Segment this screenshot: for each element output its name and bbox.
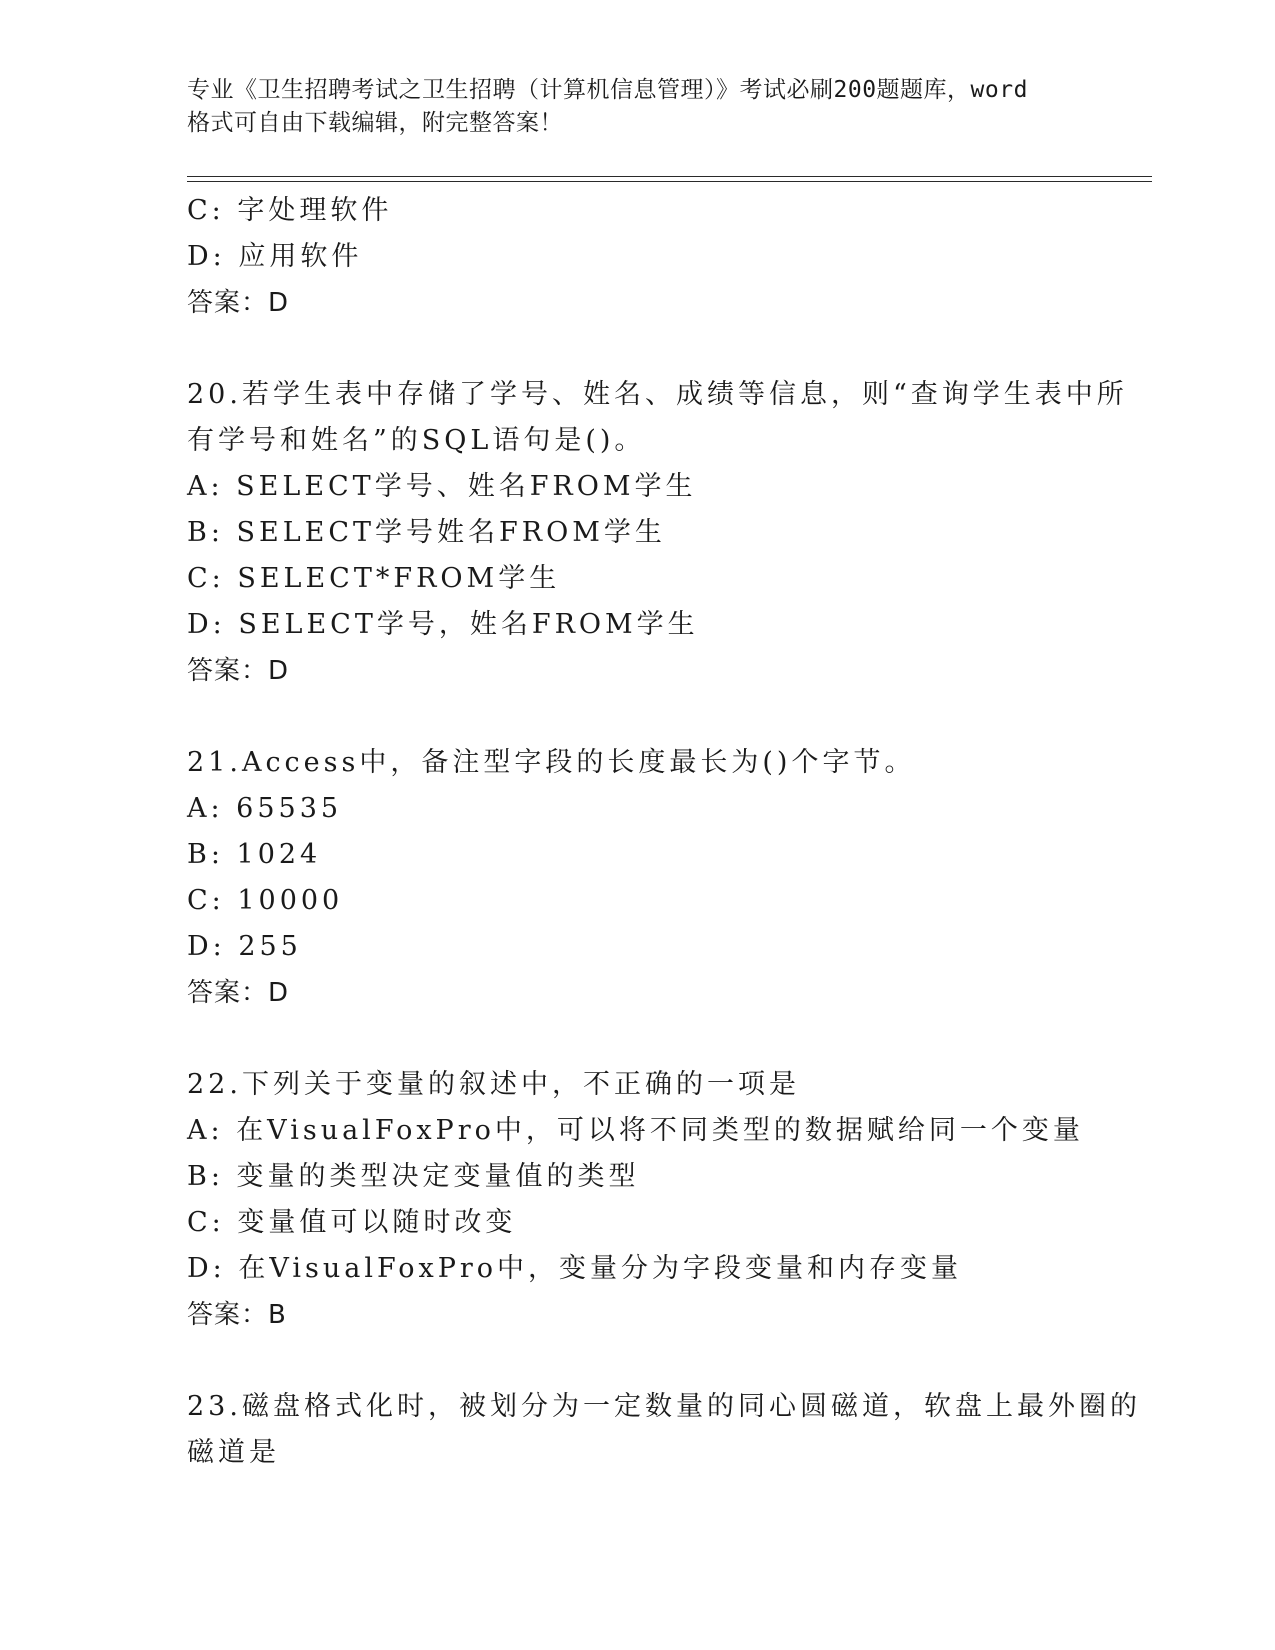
option-a: A: 65535 bbox=[187, 793, 343, 824]
option-c: C: SELECT*FROM学生 bbox=[187, 563, 561, 594]
option-d: D: 255 bbox=[187, 931, 302, 962]
question-23 bbox=[187, 1384, 1141, 1476]
header-line-2: 格式可自由下载编辑，附完整答案！ bbox=[187, 110, 563, 136]
question-text: 磁道是 bbox=[187, 1437, 280, 1468]
option-d: D: SELECT学号，姓名FROM学生 bbox=[187, 609, 699, 640]
option-c: C: 字处理软件 bbox=[187, 195, 393, 226]
option-d: D: 在VisualFoxPro中，变量分为字段变量和内存变量 bbox=[187, 1253, 963, 1284]
prev-question-block bbox=[187, 188, 1087, 326]
answer: 答案：D bbox=[187, 978, 290, 1008]
header-divider-top bbox=[187, 176, 1152, 177]
answer: 答案：B bbox=[187, 1300, 287, 1330]
answer: 答案：D bbox=[187, 656, 290, 686]
document-header bbox=[187, 74, 1087, 140]
option-c: C: 变量值可以随时改变 bbox=[187, 1207, 517, 1238]
question-text: 23.磁盘格式化时，被划分为一定数量的同心圆磁道，软盘上最外圈的 bbox=[187, 1391, 1141, 1422]
option-b: B: 变量的类型决定变量值的类型 bbox=[187, 1161, 640, 1192]
question-20 bbox=[187, 372, 1128, 694]
question-21 bbox=[187, 740, 1087, 1016]
answer: 答案：D bbox=[187, 288, 290, 318]
spacer bbox=[187, 694, 1087, 740]
spacer bbox=[187, 1338, 1087, 1384]
header-divider-bottom bbox=[187, 181, 1152, 182]
option-b: B: SELECT学号姓名FROM学生 bbox=[187, 517, 666, 548]
option-c: C: 10000 bbox=[187, 885, 344, 916]
header-line-1: 专业《卫生招聘考试之卫生招聘（计算机信息管理）》考试必刷200题题库，word bbox=[187, 77, 1028, 103]
option-d: D: 应用软件 bbox=[187, 241, 363, 272]
question-text: 21.Access中，备注型字段的长度最长为()个字节。 bbox=[187, 747, 916, 778]
question-text: 22.下列关于变量的叙述中，不正确的一项是 bbox=[187, 1069, 800, 1100]
question-content bbox=[187, 188, 1141, 1476]
question-22 bbox=[187, 1062, 1087, 1338]
option-a: A: 在VisualFoxPro中，可以将不同类型的数据赋给同一个变量 bbox=[187, 1115, 1084, 1146]
spacer bbox=[187, 1016, 1087, 1062]
question-text: 有学号和姓名”的SQL语句是()。 bbox=[187, 425, 646, 456]
question-text: 20.若学生表中存储了学号、姓名、成绩等信息，则“查询学生表中所 bbox=[187, 379, 1128, 410]
option-b: B: 1024 bbox=[187, 839, 322, 870]
spacer bbox=[187, 326, 1087, 372]
option-a: A: SELECT学号、姓名FROM学生 bbox=[187, 471, 697, 502]
